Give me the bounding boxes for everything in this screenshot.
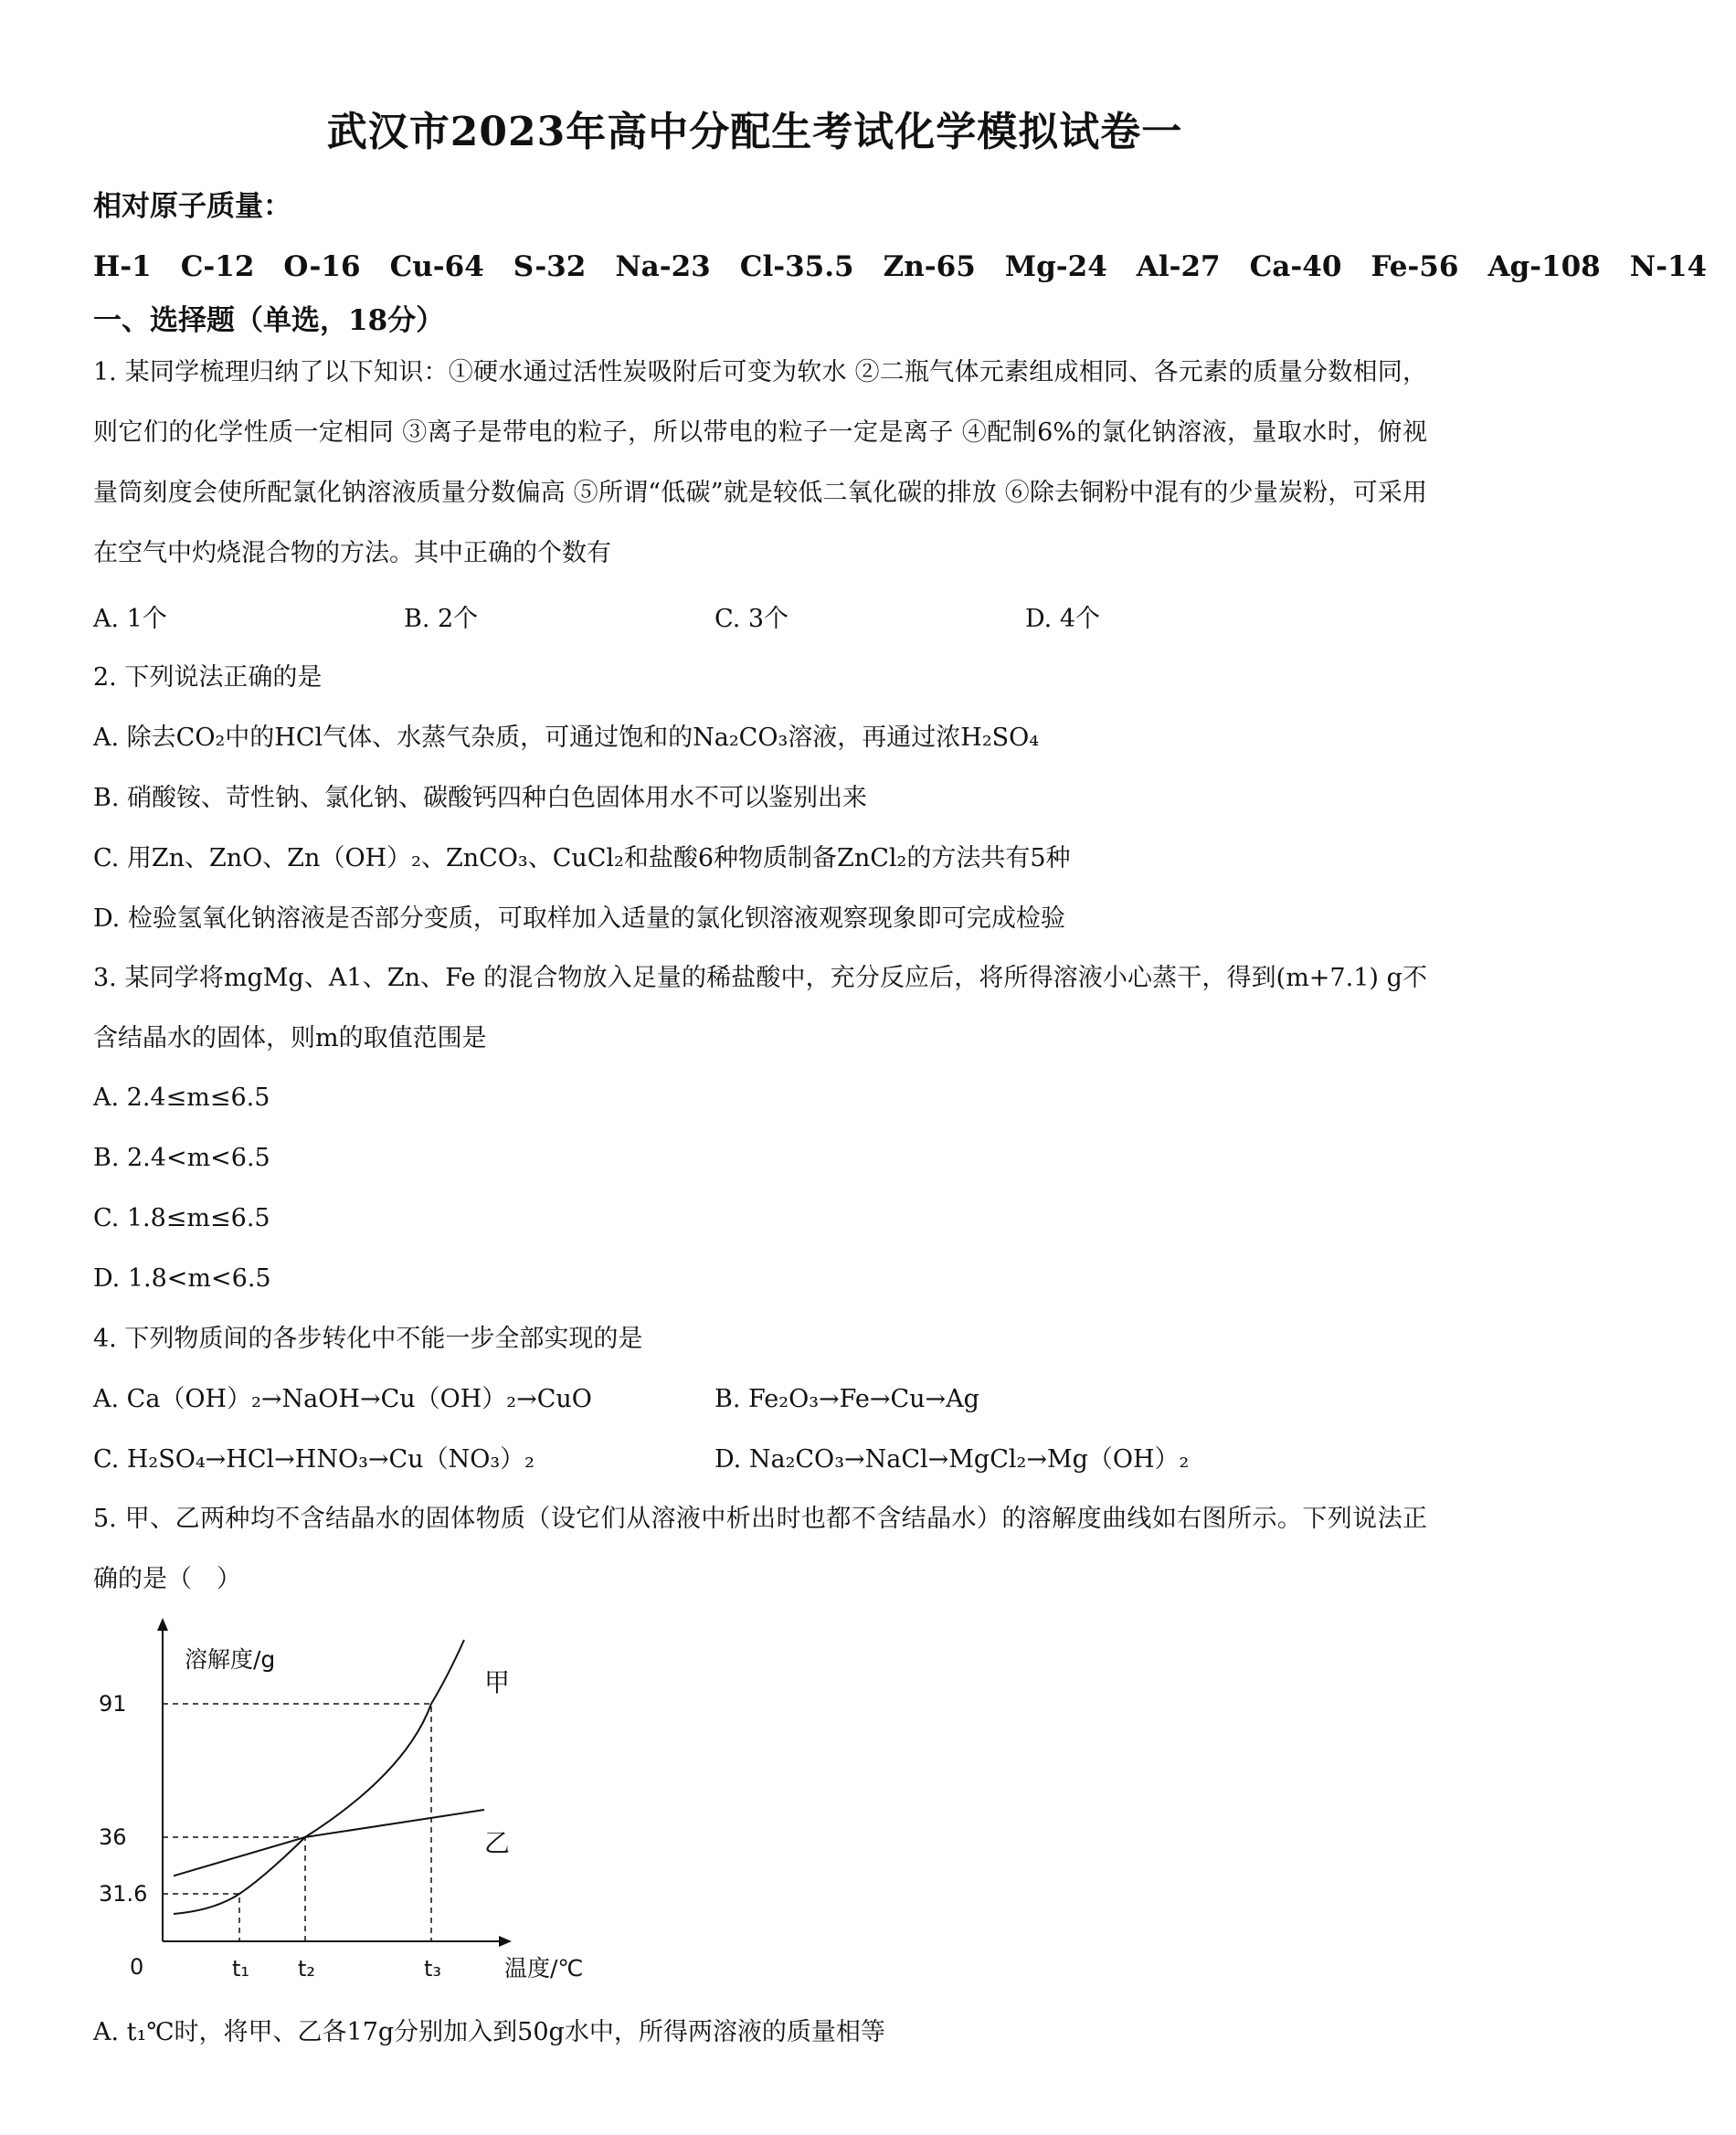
question-4-option-b: B. Fe₂O₃→Fe→Cu→Ag	[715, 1385, 979, 1413]
question-3-option-a: A. 2.4≤m≤6.5	[93, 1083, 270, 1112]
question-2-option-b: B. 硝酸铵、苛性钠、氯化钠、碳酸钙四种白色固体用水不可以鉴别出来	[93, 784, 868, 812]
x-tick-label: t₁	[232, 1956, 250, 1982]
question-2-option-c: C. 用Zn、ZnO、Zn（OH）₂、ZnCO₃、CuCl₂和盐酸6种物质制备ZnCl₂的方法共有5种	[93, 844, 1071, 872]
atomic-mass-item: O-16	[283, 250, 361, 283]
y-tick-label: 31.6	[99, 1881, 148, 1907]
x-tick-label: t₃	[424, 1956, 442, 1982]
series-yi-line	[174, 1810, 484, 1876]
atomic-mass-item: Cl-35.5	[739, 250, 854, 283]
atomic-mass-item: Ag-108	[1487, 250, 1601, 283]
question-4-option-c: C. H₂SO₄→HCl→HNO₃→Cu（NO₃）₂	[93, 1445, 535, 1474]
question-3-option-c: C. 1.8≤m≤6.5	[93, 1204, 270, 1232]
series-yi-label: 乙	[484, 1828, 511, 1858]
guide-line-t2	[163, 1837, 305, 1941]
question-2-stem: 2. 下列说法正确的是	[93, 663, 323, 692]
x-axis-arrow	[499, 1936, 512, 1947]
series-jia-label: 甲	[484, 1667, 511, 1697]
atomic-mass-item: H-1	[93, 250, 152, 283]
question-3-option-b: B. 2.4<m<6.5	[93, 1144, 270, 1172]
atomic-mass-item: Mg-24	[1004, 250, 1107, 283]
atomic-mass-item: S-32	[513, 250, 587, 283]
atomic-mass-label: 相对原子质量：	[93, 190, 291, 223]
question-4-option-a: A. Ca（OH）₂→NaOH→Cu（OH）₂→CuO	[93, 1385, 592, 1413]
question-4-option-d: D. Na₂CO₃→NaCl→MgCl₂→Mg（OH）₂	[715, 1445, 1190, 1474]
question-2-option-a: A. 除去CO₂中的HCl气体、水蒸气杂质，可通过饱和的Na₂CO₃溶液，再通过浓H₂SO₄	[93, 724, 1040, 752]
atomic-mass-item: Fe-56	[1371, 250, 1459, 283]
question-1-option-c: C. 3个	[715, 605, 789, 633]
y-tick-label: 36	[99, 1824, 127, 1850]
question-4-stem: 4. 下列物质间的各步转化中不能一步全部实现的是	[93, 1325, 643, 1353]
series-jia-curve	[174, 1640, 464, 1914]
atomic-mass-item: Al-27	[1136, 250, 1221, 283]
atomic-mass-item: N-14	[1629, 250, 1708, 283]
solubility-chart	[91, 1603, 603, 2005]
question-5-stem: 5. 甲、乙两种均不含结晶水的固体物质（设它们从溶液中析出时也都不含结晶水）的溶解度曲线如右图所示。下列说法正确的是（ ）	[93, 1505, 1427, 1593]
atomic-mass-item: Ca-40	[1249, 250, 1342, 283]
origin-label: 0	[130, 1954, 144, 1980]
question-3-stem: 3. 某同学将mgMg、A1、Zn、Fe 的混合物放入足量的稀盐酸中，充分反应后，将所得溶液小心蒸干，得到(m+7.1) g不含结晶水的固体，则m的取值范围是	[93, 964, 1427, 1052]
atomic-mass-item: C-12	[180, 250, 255, 283]
question-1-option-d: D. 4个	[1025, 605, 1101, 633]
atomic-mass-item: Cu-64	[389, 250, 484, 283]
atomic-mass-line	[93, 176, 1708, 297]
x-tick-label: t₂	[298, 1956, 316, 1982]
y-axis-arrow	[157, 1618, 168, 1631]
x-axis-label: 温度/℃	[504, 1955, 584, 1982]
guide-line-t3	[163, 1704, 431, 1941]
question-1-option-a: A. 1个	[93, 605, 167, 633]
atomic-mass-item: Zn-65	[883, 250, 976, 283]
question-1-stem: 1. 某同学梳理归纳了以下知识：①硬水通过活性炭吸附后可变为软水 ②二瓶气体元素组成相同、各元素的质量分数相同，则它们的化学性质一定相同 ③离子是带电的粒子，所以带电的粒子一定是离子 ④配制6%的氯化钠溶液，量取水时，俯视量筒刻度会使所配氯化钠溶液质量分数偏高 ⑤所谓“低碳”就是较低二氧化碳的排放 ⑥除去铜粉中混有的少量炭粉，可采用在空气中灼烧混合物的方法。其中正确的个数有	[93, 358, 1427, 567]
solubility-chart-svg	[91, 1603, 603, 2005]
exam-title: 武汉市2023年高中分配生考试化学模拟试卷一	[326, 109, 1183, 155]
section-heading: 一、选择题（单选，18分）	[93, 304, 445, 337]
y-axis-label: 溶解度/g	[185, 1646, 276, 1673]
question-1-option-b: B. 2个	[404, 605, 479, 633]
y-tick-label: 91	[99, 1691, 127, 1717]
atomic-mass-item: Na-23	[615, 250, 711, 283]
question-2-option-d: D. 检验氢氧化钠溶液是否部分变质，可取样加入适量的氯化钡溶液观察现象即可完成检验	[93, 904, 1065, 933]
question-3-option-d: D. 1.8<m<6.5	[93, 1264, 271, 1293]
question-5-option-a: A. t₁℃时，将甲、乙各17g分别加入到50g水中，所得两溶液的质量相等	[93, 2018, 885, 2046]
